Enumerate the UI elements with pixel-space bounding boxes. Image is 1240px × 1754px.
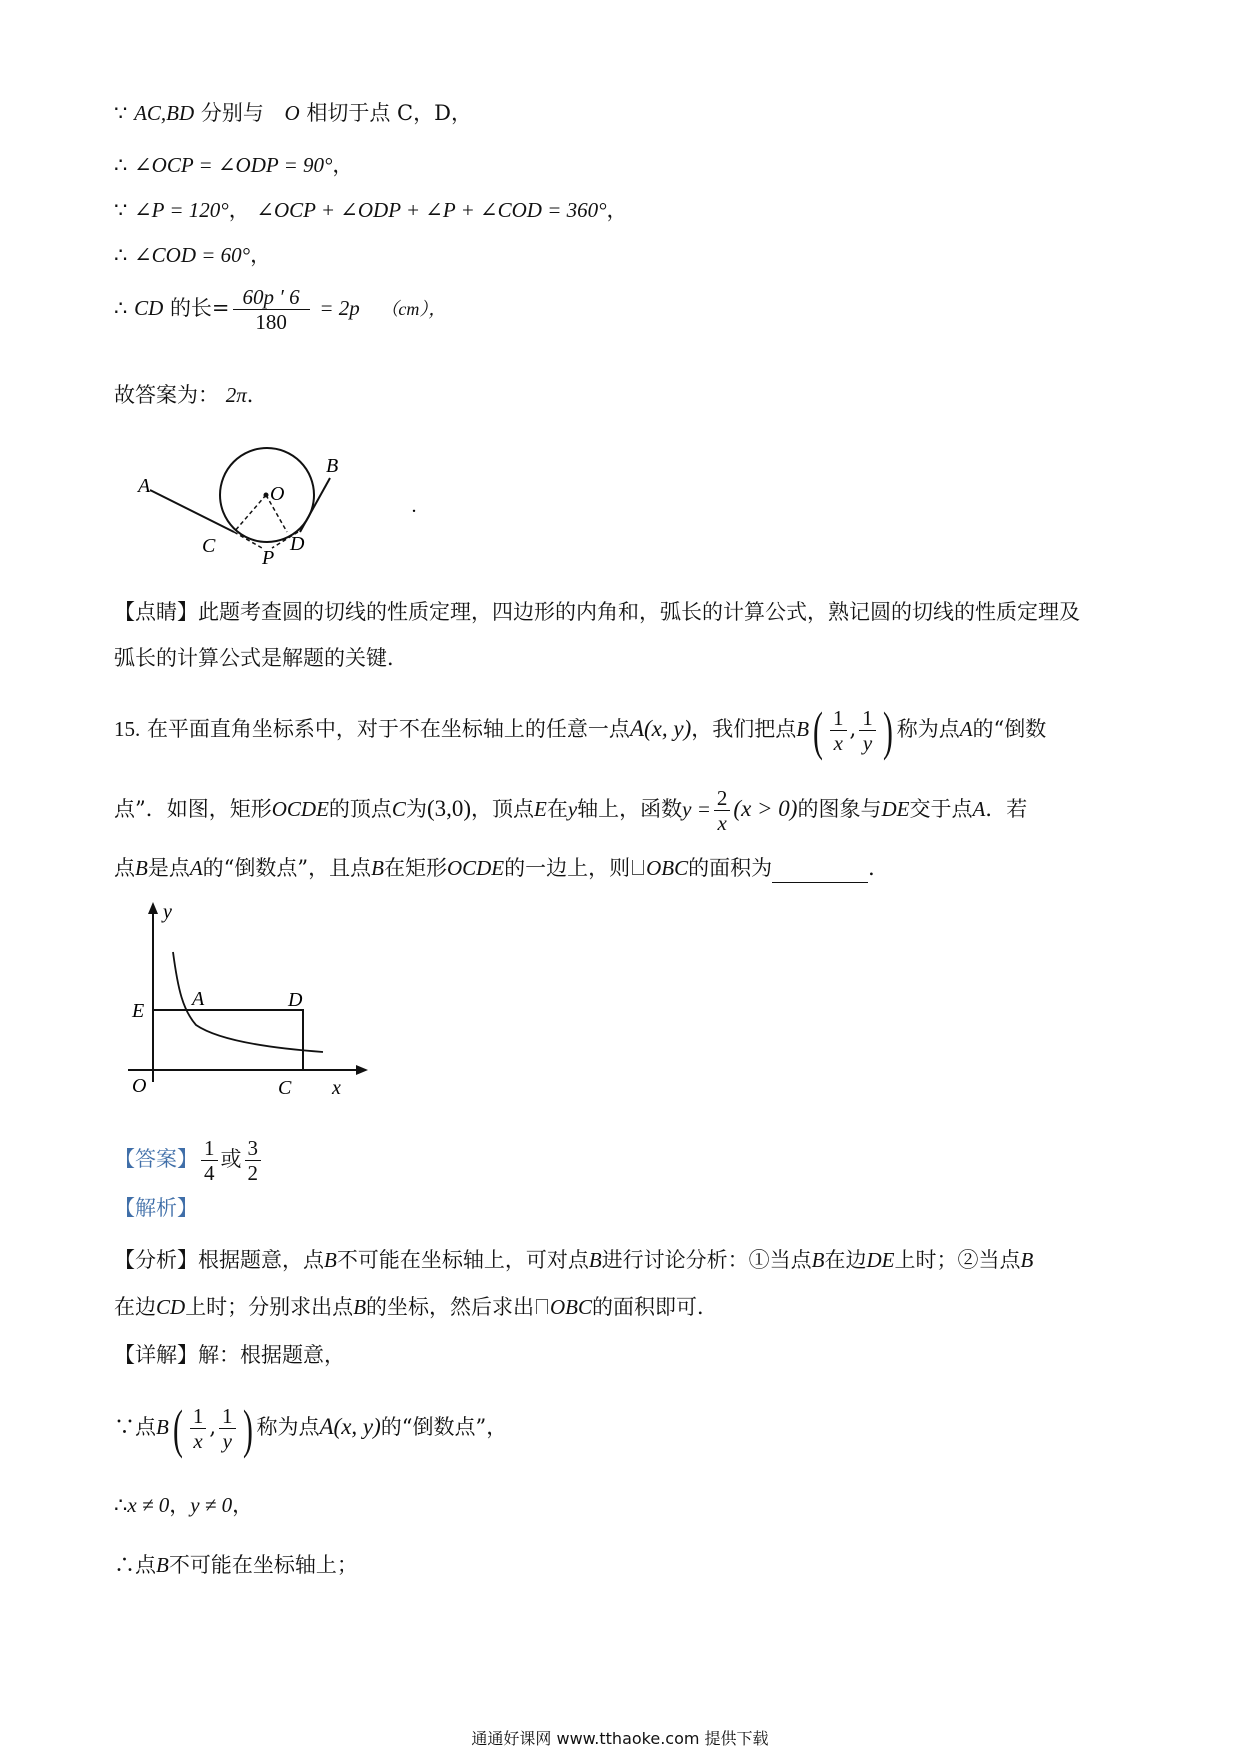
numerator: 2 <box>714 786 731 811</box>
text: 是点 <box>147 856 190 880</box>
text: 点”．如图，矩形 <box>114 797 272 821</box>
math-b: B <box>811 1248 825 1272</box>
center-dot <box>264 493 269 498</box>
text: ，顶点 <box>471 797 535 821</box>
label-e: E <box>132 1000 145 1022</box>
math-b: B <box>156 1553 169 1577</box>
math-2pi: 2π <box>225 383 247 407</box>
math-ocde: OCDE <box>446 856 505 880</box>
math-b: B <box>1020 1248 1034 1272</box>
text: 轴上，函数 <box>577 797 683 821</box>
math-cd: CD <box>134 296 164 320</box>
numerator: 1 <box>201 1136 218 1161</box>
label-p: P <box>262 547 275 569</box>
text: 在 <box>546 797 568 821</box>
right-paren: ) <box>882 700 893 761</box>
math-condition: (x > 0) <box>733 796 798 821</box>
text: 交于点 <box>909 797 973 821</box>
because-symbol: ∵ <box>114 1415 135 1439</box>
math-b: B <box>156 1415 169 1439</box>
text: 的“倒数 <box>972 717 1047 741</box>
q15-line-1: 15. 在平面直角坐标系中，对于不在坐标轴上的任意一点A(x, y)，我们把点B( $\frac{1}{x}$ , $\frac{1}{y}$ ) 称为点A的“倒数 <box>114 700 1047 761</box>
note-line-2 <box>114 643 408 673</box>
line-right-angles <box>114 150 353 180</box>
note-text: 弧长的计算公式是解题的关键． <box>114 646 408 670</box>
text: 点 <box>114 856 135 880</box>
text: 点 <box>135 1553 156 1577</box>
numerator: 1 <box>190 1404 207 1429</box>
math-b: B <box>371 856 384 880</box>
text: ，我们把点 <box>691 717 797 741</box>
text: 的“倒数点”， <box>380 1415 508 1439</box>
tangent-line-bd <box>300 478 330 532</box>
text: 不可能在坐标轴上； <box>168 1553 358 1577</box>
punct: ， <box>169 1493 191 1517</box>
label-b: B <box>326 455 339 477</box>
denominator: y <box>222 1429 232 1453</box>
note-line-1 <box>114 597 1080 627</box>
math-y-eq: y = <box>682 797 711 821</box>
question-number: 15. <box>114 717 141 741</box>
text: 上时；分别求出点 <box>185 1295 354 1319</box>
line-cod <box>114 240 271 270</box>
analysis-tag-line <box>114 1193 198 1223</box>
math-obc: OBC <box>550 1295 593 1319</box>
graph-figure <box>118 900 368 1100</box>
fraction <box>233 285 310 334</box>
fenxi-line-2 <box>114 1292 718 1322</box>
math-x-ne-0: x ≠ 0 <box>127 1493 170 1517</box>
label-o: O <box>132 1075 147 1097</box>
fraction-1-over-x <box>830 706 847 755</box>
y-axis-arrow <box>148 902 158 914</box>
label-d: D <box>290 533 305 555</box>
math-b: B <box>588 1248 602 1272</box>
punct: ． <box>246 383 268 407</box>
text: 称为点 <box>256 1415 320 1439</box>
left-paren: ( <box>813 700 824 761</box>
label-o: O <box>270 483 285 505</box>
fraction-answer-1 <box>201 1136 218 1185</box>
punct: ， <box>228 198 250 222</box>
label-x: x <box>332 1077 341 1099</box>
detail-line-2: ∵点B( $\frac{1}{x}$ , $\frac{1}{y}$ ) 称为点A(x, y)的“倒数点”， <box>114 1398 508 1459</box>
math-expression: ∠OCP = ∠ODP = 90° <box>134 153 333 177</box>
text: 为 <box>405 797 427 821</box>
text: 的图象与 <box>797 797 882 821</box>
text: 解：根据题意， <box>198 1343 345 1367</box>
text: 在矩形 <box>383 856 447 880</box>
fraction-2-over-x <box>714 786 731 835</box>
therefore-symbol: ∴ <box>114 243 128 267</box>
text: 的顶点 <box>328 797 392 821</box>
text: 分别与 <box>200 101 264 125</box>
math-b: B <box>796 717 810 741</box>
or-text: 或 <box>220 1147 242 1171</box>
line-answer-2pi <box>114 380 268 410</box>
rectangle-ocde <box>153 1010 303 1070</box>
therefore-symbol: ∴ <box>114 1493 128 1517</box>
math-a: A <box>959 717 973 741</box>
denominator: y <box>862 731 873 755</box>
text: 在边 <box>114 1295 156 1319</box>
line-angle-sum <box>114 195 628 225</box>
because-symbol: ∵ <box>114 101 128 125</box>
label-y: y <box>163 901 172 923</box>
note-text: 此题考查圆的切线的性质定理，四边形的内角和，弧长的计算公式，熟记圆的切线的性质定理及 <box>198 600 1080 624</box>
line-arc-length <box>114 278 446 338</box>
math-de: DE <box>881 797 910 821</box>
because-symbol: ∵ <box>114 198 128 222</box>
fraction-answer-2 <box>245 1136 262 1185</box>
math-c: C <box>391 797 406 821</box>
q15-line-2 <box>114 777 1027 841</box>
math-expression: ∠P = 120° <box>134 198 229 222</box>
text: 的“倒数点”，且点 <box>202 856 372 880</box>
denominator: x <box>717 811 727 835</box>
tangent-circle-figure <box>130 440 450 570</box>
text: 在边 <box>824 1248 867 1272</box>
math-a: A <box>972 797 986 821</box>
text: 的一边上，则 <box>504 856 631 880</box>
math-a: A <box>189 856 203 880</box>
text: 进行讨论分析：①当点 <box>601 1248 812 1272</box>
text: 在平面直角坐标系中，对于不在坐标轴上的任意一点 <box>146 717 630 741</box>
math-point-a: A(x, y) <box>629 716 692 741</box>
math-b: B <box>135 856 148 880</box>
trailing-dot: . <box>412 495 417 517</box>
x-axis-arrow <box>356 1065 368 1075</box>
punct: ， <box>606 198 628 222</box>
denominator: 4 <box>204 1161 215 1185</box>
answer-blank <box>772 860 868 883</box>
segment-cp <box>234 532 262 548</box>
numerator: 3 <box>245 1136 262 1161</box>
label-d: D <box>288 989 303 1011</box>
therefore-symbol: ∴ <box>114 1553 135 1577</box>
fenxi-tag: 【分析】 <box>114 1248 198 1272</box>
math-point-c: (3,0) <box>426 796 472 821</box>
math-ocde: OCDE <box>271 797 329 821</box>
analysis-tag: 【解析】 <box>114 1196 198 1220</box>
math-b: B <box>353 1295 367 1319</box>
page-footer: 通通好课网 www.tthaoke.com 提供下载 <box>471 1729 769 1748</box>
math-ac-bd: AC,BD <box>134 101 195 125</box>
right-paren: ) <box>242 1398 253 1459</box>
numerator: 1 <box>219 1404 236 1429</box>
math-expression: ∠OCP + ∠ODP + ∠P + ∠COD = 360° <box>256 198 607 222</box>
denominator: x <box>833 731 843 755</box>
text: 称为点 <box>896 717 960 741</box>
label-c: C <box>278 1077 292 1099</box>
math-cd: CD <box>156 1295 186 1319</box>
note-tag: 【点睛】 <box>114 600 198 624</box>
punct: ， <box>232 1493 254 1517</box>
numerator: 60p ′ 6 <box>233 285 310 310</box>
punct: ， <box>332 153 354 177</box>
text: 的面积为 <box>688 856 773 880</box>
label-c: C <box>202 535 216 557</box>
math-obc: OBC <box>646 856 689 880</box>
therefore-symbol: ∴ <box>114 153 128 177</box>
math-point-a: A(x, y) <box>319 1414 381 1439</box>
fraction-1-over-y <box>219 1404 236 1453</box>
punct: ． <box>868 856 890 880</box>
text: 的面积即可． <box>592 1295 719 1319</box>
punct: ， <box>250 243 272 267</box>
line-tangent-given <box>114 98 472 128</box>
math-e: E <box>534 797 547 821</box>
denominator: x <box>193 1429 203 1453</box>
text: 相切于点 C，D， <box>306 101 472 125</box>
unit: （cm）， <box>380 299 447 319</box>
text: 故答案为： <box>114 383 219 407</box>
numerator: 1 <box>859 706 876 731</box>
label-a: A <box>192 988 205 1010</box>
text: 不可能在坐标轴上，可对点 <box>336 1248 589 1272</box>
denominator: 180 <box>255 310 287 334</box>
label-a: A <box>138 475 151 497</box>
text: 根据题意，点 <box>198 1248 324 1272</box>
text: ．若 <box>985 797 1028 821</box>
fenxi-line-1 <box>114 1245 1033 1275</box>
detail-tag: 【详解】 <box>114 1343 198 1367</box>
text: 的长= <box>169 296 230 320</box>
math-o: O <box>284 101 300 125</box>
math-b: B <box>324 1248 337 1272</box>
numerator: 1 <box>830 706 847 731</box>
text: 上时；②当点 <box>894 1248 1021 1272</box>
answer-tag: 【答案】 <box>114 1147 198 1171</box>
detail-line-1 <box>114 1340 345 1370</box>
tangent-line-ac <box>150 490 234 532</box>
math-y: y <box>567 797 578 821</box>
radius-oc <box>234 495 266 532</box>
fraction-1-over-x <box>190 1404 207 1453</box>
detail-line-3 <box>114 1490 253 1520</box>
answer-line <box>114 1130 264 1188</box>
text: 点 <box>135 1415 156 1439</box>
left-paren: ( <box>172 1398 183 1459</box>
fraction-1-over-y <box>859 706 876 755</box>
detail-line-4 <box>114 1550 358 1580</box>
therefore-symbol: ∴ <box>114 296 128 320</box>
math-de: DE <box>866 1248 895 1272</box>
math-expression: ∠COD = 60° <box>134 243 251 267</box>
math-result: = 2p <box>319 296 360 320</box>
text: 的坐标，然后求出 <box>366 1295 535 1319</box>
q15-line-3 <box>114 853 889 883</box>
denominator: 2 <box>247 1161 258 1185</box>
math-y-ne-0: y ≠ 0 <box>190 1493 233 1517</box>
